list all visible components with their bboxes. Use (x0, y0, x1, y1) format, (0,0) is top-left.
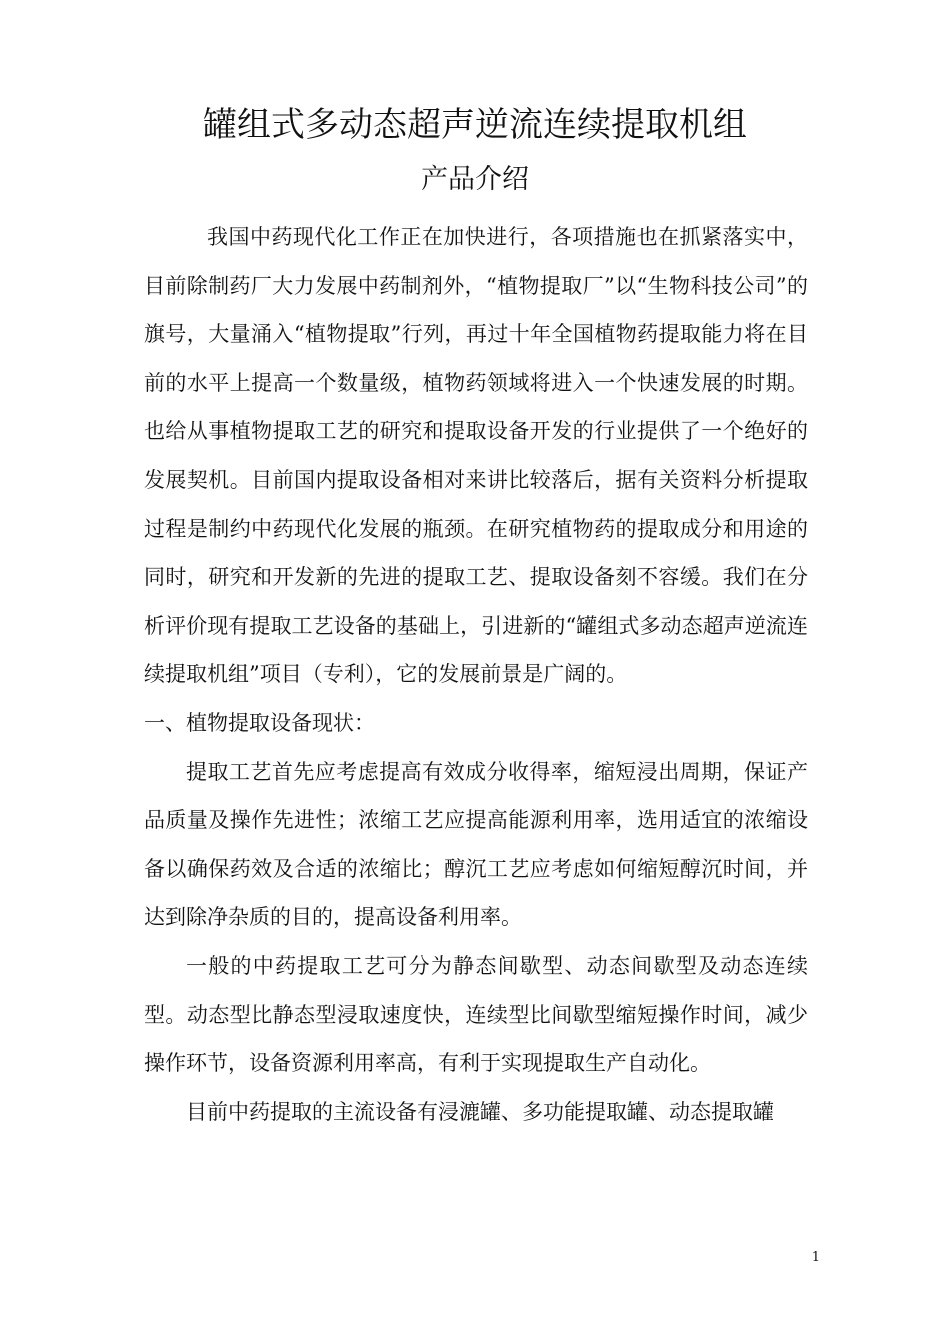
body-paragraph: 提取工艺首先应考虑提高有效成分收得率，缩短浸出周期，保证产品质量及操作先进性；浓缩工艺应提高能源利用率，选用适宜的浓缩设备以确保药效及合适的浓缩比；醇沉工艺应考虑如何缩短醇沉时间，并达到除净杂质的目的，提高设备利用率。 (144, 759, 808, 930)
section-heading: 一、植物提取设备现状： (144, 710, 375, 735)
document-subtitle: 产品介绍 (421, 164, 529, 195)
intro-paragraph: 我国中药现代化工作正在加快进行，各项措施也在抓紧落实中，目前除制药厂大力发展中药制剂外，“植物提取厂”以“生物科技公司”的旗号，大量涌入“植物提取”行列，再过十年全国植物药提取能力将在目前的水平上提高一个数量级，植物药领域将进入一个快速发展的时期。也给从事植物提取工艺的研究和提取设备开发的行业提供了一个绝好的发展契机。目前国内提取设备相对来讲比较落后，据有关资料分析提取过程是制约中药现代化发展的瓶颈。在研究植物药的提取成分和用途的同时，研究和开发新的先进的提取工艺、提取设备刻不容缓。我们在分析评价现有提取工艺设备的基础上，引进新的“罐组式多动态超声逆流连续提取机组”项目（专利），它的发展前景是广阔的。 (144, 225, 808, 687)
body-paragraph: 目前中药提取的主流设备有浸漉罐、多功能提取罐、动态提取罐 (186, 1099, 774, 1124)
page-number: 1 (811, 1250, 820, 1265)
body-paragraph: 一般的中药提取工艺可分为静态间歇型、动态间歇型及动态连续型。动态型比静态型浸取速度快，连续型比间歇型缩短操作时间，减少操作环节，设备资源利用率高，有利于实现提取生产自动化。 (144, 953, 808, 1076)
document-body (144, 213, 808, 1136)
document-title: 罐组式多动态超声逆流连续提取机组 (203, 105, 747, 145)
